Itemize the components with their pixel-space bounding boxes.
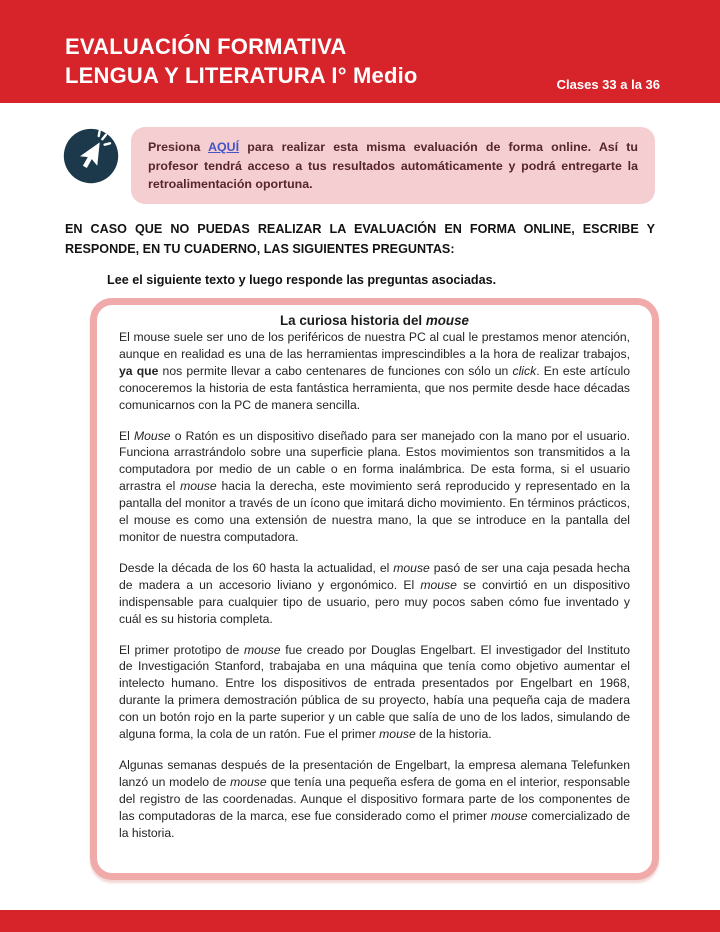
article-paragraph [119,329,630,414]
article-paragraph [119,560,630,628]
text-run: mouse [420,577,457,592]
article-paragraph [119,757,630,842]
text-run: de la historia. [415,727,492,742]
header-banner [0,0,720,103]
article-paragraph [119,642,630,743]
offline-instructions: EN CASO QUE NO PUEDAS REALIZAR LA EVALUACIÓN EN FORMA ONLINE, ESCRIBE Y RESPONDE, EN TU CUADERNO, LAS SIGUIENTES PREGUNTAS: [65,222,655,256]
text-run: nos permite llevar a cabo centenares de funciones con sólo un [158,363,513,378]
online-callout [131,127,655,204]
text-run: Mouse [134,428,171,443]
callout-text-before: Presiona [148,140,209,154]
text-run: se convirtió en un dispositivo indispensable para cualquier tipo de usuario, pero muy pocos saben cómo fue inventado y cuál es su historia completa. [119,577,630,626]
text-run: . En este artículo conoceremos la historia de esta fantástica herramienta, que nos permite desde hace décadas comunicarnos con la PC de manera sencilla. [119,363,630,412]
text-run: mouse [490,808,528,823]
article-body [119,329,630,841]
text-run: El primer prototipo de [119,642,244,657]
online-evaluation-link[interactable]: AQUÍ [208,140,240,154]
text-run: Desde la década de los 60 hasta la actualidad, el [119,560,394,575]
footer-bar [0,910,720,932]
header-classes-label: Clases 33 a la 36 [556,77,660,92]
header-title-line1: EVALUACIÓN FORMATIVA [65,34,347,59]
article-card [90,298,659,880]
article-title [119,313,630,328]
text-run: hacia la derecha, este movimiento será reproducido y representado en la pantalla del monitor a través de un ícono que imitará dicho movimiento. En términos prácticos, el mouse es como una extensión de nuestra mano, la que se introduce en la pantalla del monitor de nuestra computadora. [119,479,630,544]
text-run: pasó de ser una caja pesada hecha de madera a un accesorio liviano y ergonómico. El [119,560,630,592]
text-run: mouse [180,479,217,494]
article-title-italic: mouse [425,313,470,328]
text-run: click [512,363,537,378]
text-run: El mouse suele ser uno de los periféricos de nuestra PC al cual le prestamos menor atención, aunque en realidad es una de las herramientas imprescindibles a la hora de realizar trabajos, [119,330,630,361]
callout-text-after: para realizar esta misma evaluación de forma online. Así tu profesor tendrá acceso a tus resultados automáticamente y podrá entregarte la retroalimentación oportuna. [148,140,638,191]
text-run: que tenía una pequeña esfera de goma en el interior, responsable del registro de las coordenadas. Aunque el dispositivo formara parte de los componentes de las computadoras de la marca, ese fue considerado como el primer [119,774,631,823]
text-run: mouse [393,560,430,575]
text-run: mouse [243,642,281,657]
text-run: ya que [119,363,159,378]
read-instruction: Lee el siguiente texto y luego responde las preguntas asociadas. [107,273,497,287]
text-run: fue creado por Douglas Engelbart. El investigador del Instituto de Investigación Stanford, trabajaba en una máquina que tenía como objetivo aumentar el intelecto humano. Entre los dispositivos de entrada presentados por Engelbart en 1968, durante la primera demostración pública de su proyecto, había una pequeña caja de madera con un botón rojo en la parte superior y un cable que salía de uno de los lados, simulando de alguna forma, la cola de un ratón. Fue el primer [119,642,630,742]
text-run: Algunas semanas después de la presentación de Engelbart, la empresa alemana Telefunken lanzó un modelo de [119,757,630,789]
online-callout-text [148,138,638,194]
text-run: comercializado de la historia. [119,808,630,840]
text-run: mouse [230,774,267,789]
click-cursor-icon [62,127,120,185]
text-run: mouse [379,727,416,742]
article-paragraph [119,428,630,546]
text-run: El [119,428,134,443]
header-title-line2: LENGUA Y LITERATURA I° Medio [65,63,418,88]
text-run: o Ratón es un dispositivo diseñado para ser manejado con la mano por el usuario. Funciona arrastrándolo sobre una superficie plana. Estos movimientos son transmitidos a la computadora por medio de un cable o en forma inalámbrica. De esta forma, si el usuario arrastra el [119,428,630,494]
article-title-prefix: La curiosa historia del [279,313,426,328]
